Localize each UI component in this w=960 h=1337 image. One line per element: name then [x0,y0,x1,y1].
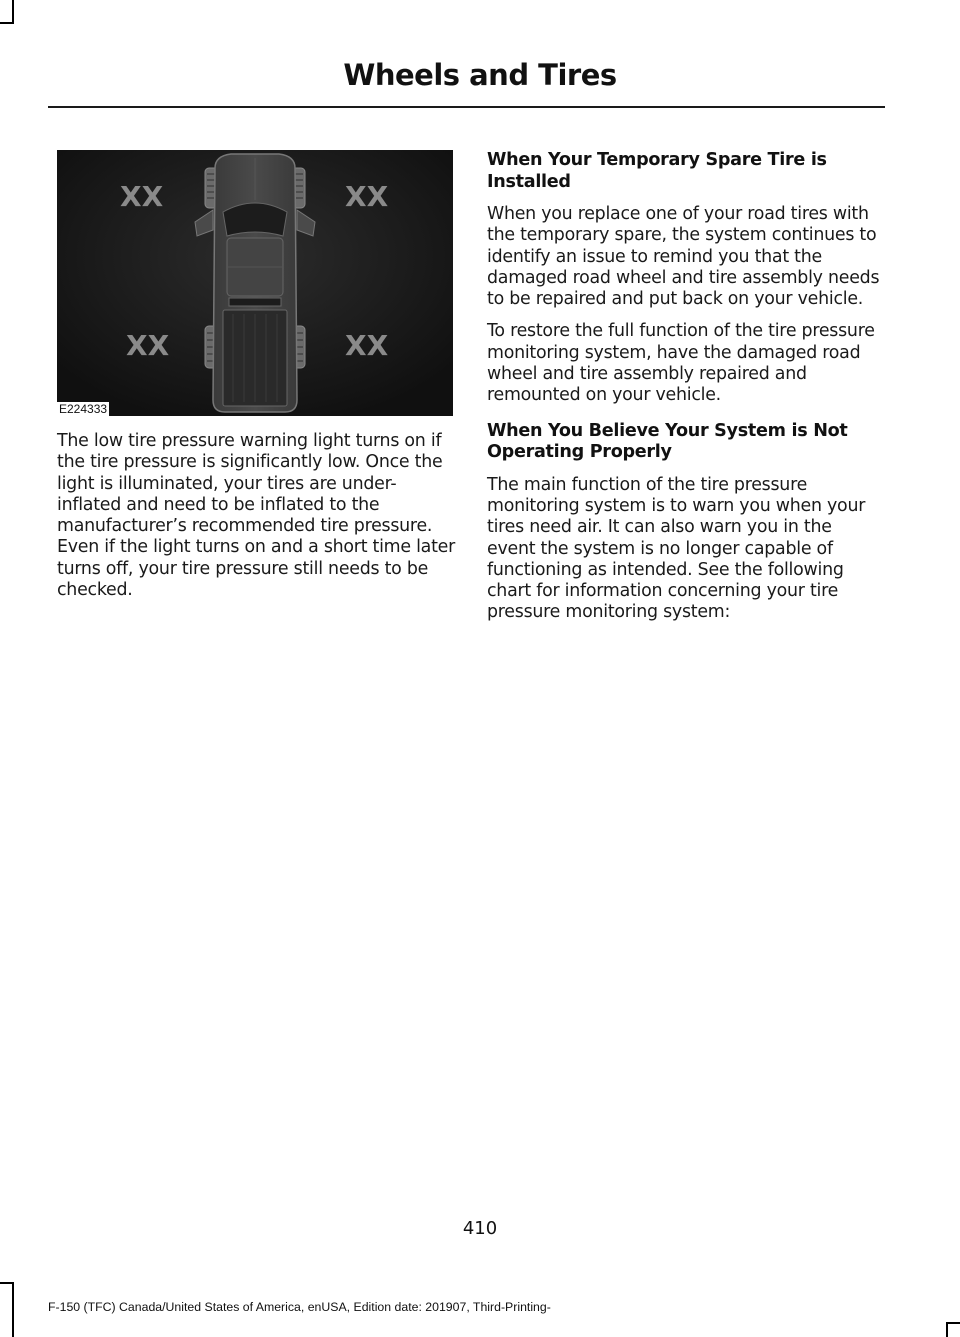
truck-top-view-graphic [57,150,453,416]
right-column [487,150,885,624]
tire-label-front-left: XX [120,180,164,213]
tire-label-rear-right: XX [345,329,389,362]
crop-mark-bottom-left-v [12,1282,14,1337]
page-number: 410 [462,1218,498,1239]
page-header-title: Wheels and Tires [343,58,617,92]
spare-tire-paragraph: When you replace one of your road tires with the temporary spare, the system continues to identify an issue to remind you that the damaged road wheel and tire assembly needs to be repaired and put back on your vehicle. [487,204,880,310]
crop-mark-bottom-left-h [0,1282,14,1284]
crop-mark-top-left-v [12,0,14,22]
left-column [57,431,457,601]
crop-mark-bottom-right-v [946,1322,948,1337]
figure-code: E224333 [59,402,108,416]
header-rule [48,106,885,108]
section-heading-system-not-operating: When You Believe Your System is Not Operating Properly [487,420,848,463]
restore-function-paragraph: To restore the full function of the tire pressure monitoring system, have the damaged road wheel and tire assembly repaired and remounted on your vehicle. [487,321,875,406]
low-pressure-paragraph: The low tire pressure warning light turns on if the tire pressure is significantly low. Once the light is illuminated, your tires are under-inflated and need to be inflated to the manufacturer’s recommended tire pressure. Even if the light turns on and a short time later turns off, your tire pressure still needs to be checked. [57,431,456,601]
tire-label-front-right: XX [345,180,389,213]
main-function-paragraph: The main function of the tire pressure monitoring system is to warn you when your tires need air. It can also warn you in the event the system is no longer capable of functioning as intended. See the following chart for information concerning your tire pressure monitoring system: [487,474,866,623]
tire-pressure-figure [57,150,453,416]
crop-mark-top-left-h [0,22,14,24]
crop-mark-bottom-right-h [946,1322,960,1324]
section-heading-spare-tire: When Your Temporary Spare Tire is Installed [487,150,827,192]
footer-edition-info: F-150 (TFC) Canada/United States of America, enUSA, Edition date: 201907, Third-Printing- [48,1300,551,1314]
tire-label-rear-left: XX [126,329,170,362]
